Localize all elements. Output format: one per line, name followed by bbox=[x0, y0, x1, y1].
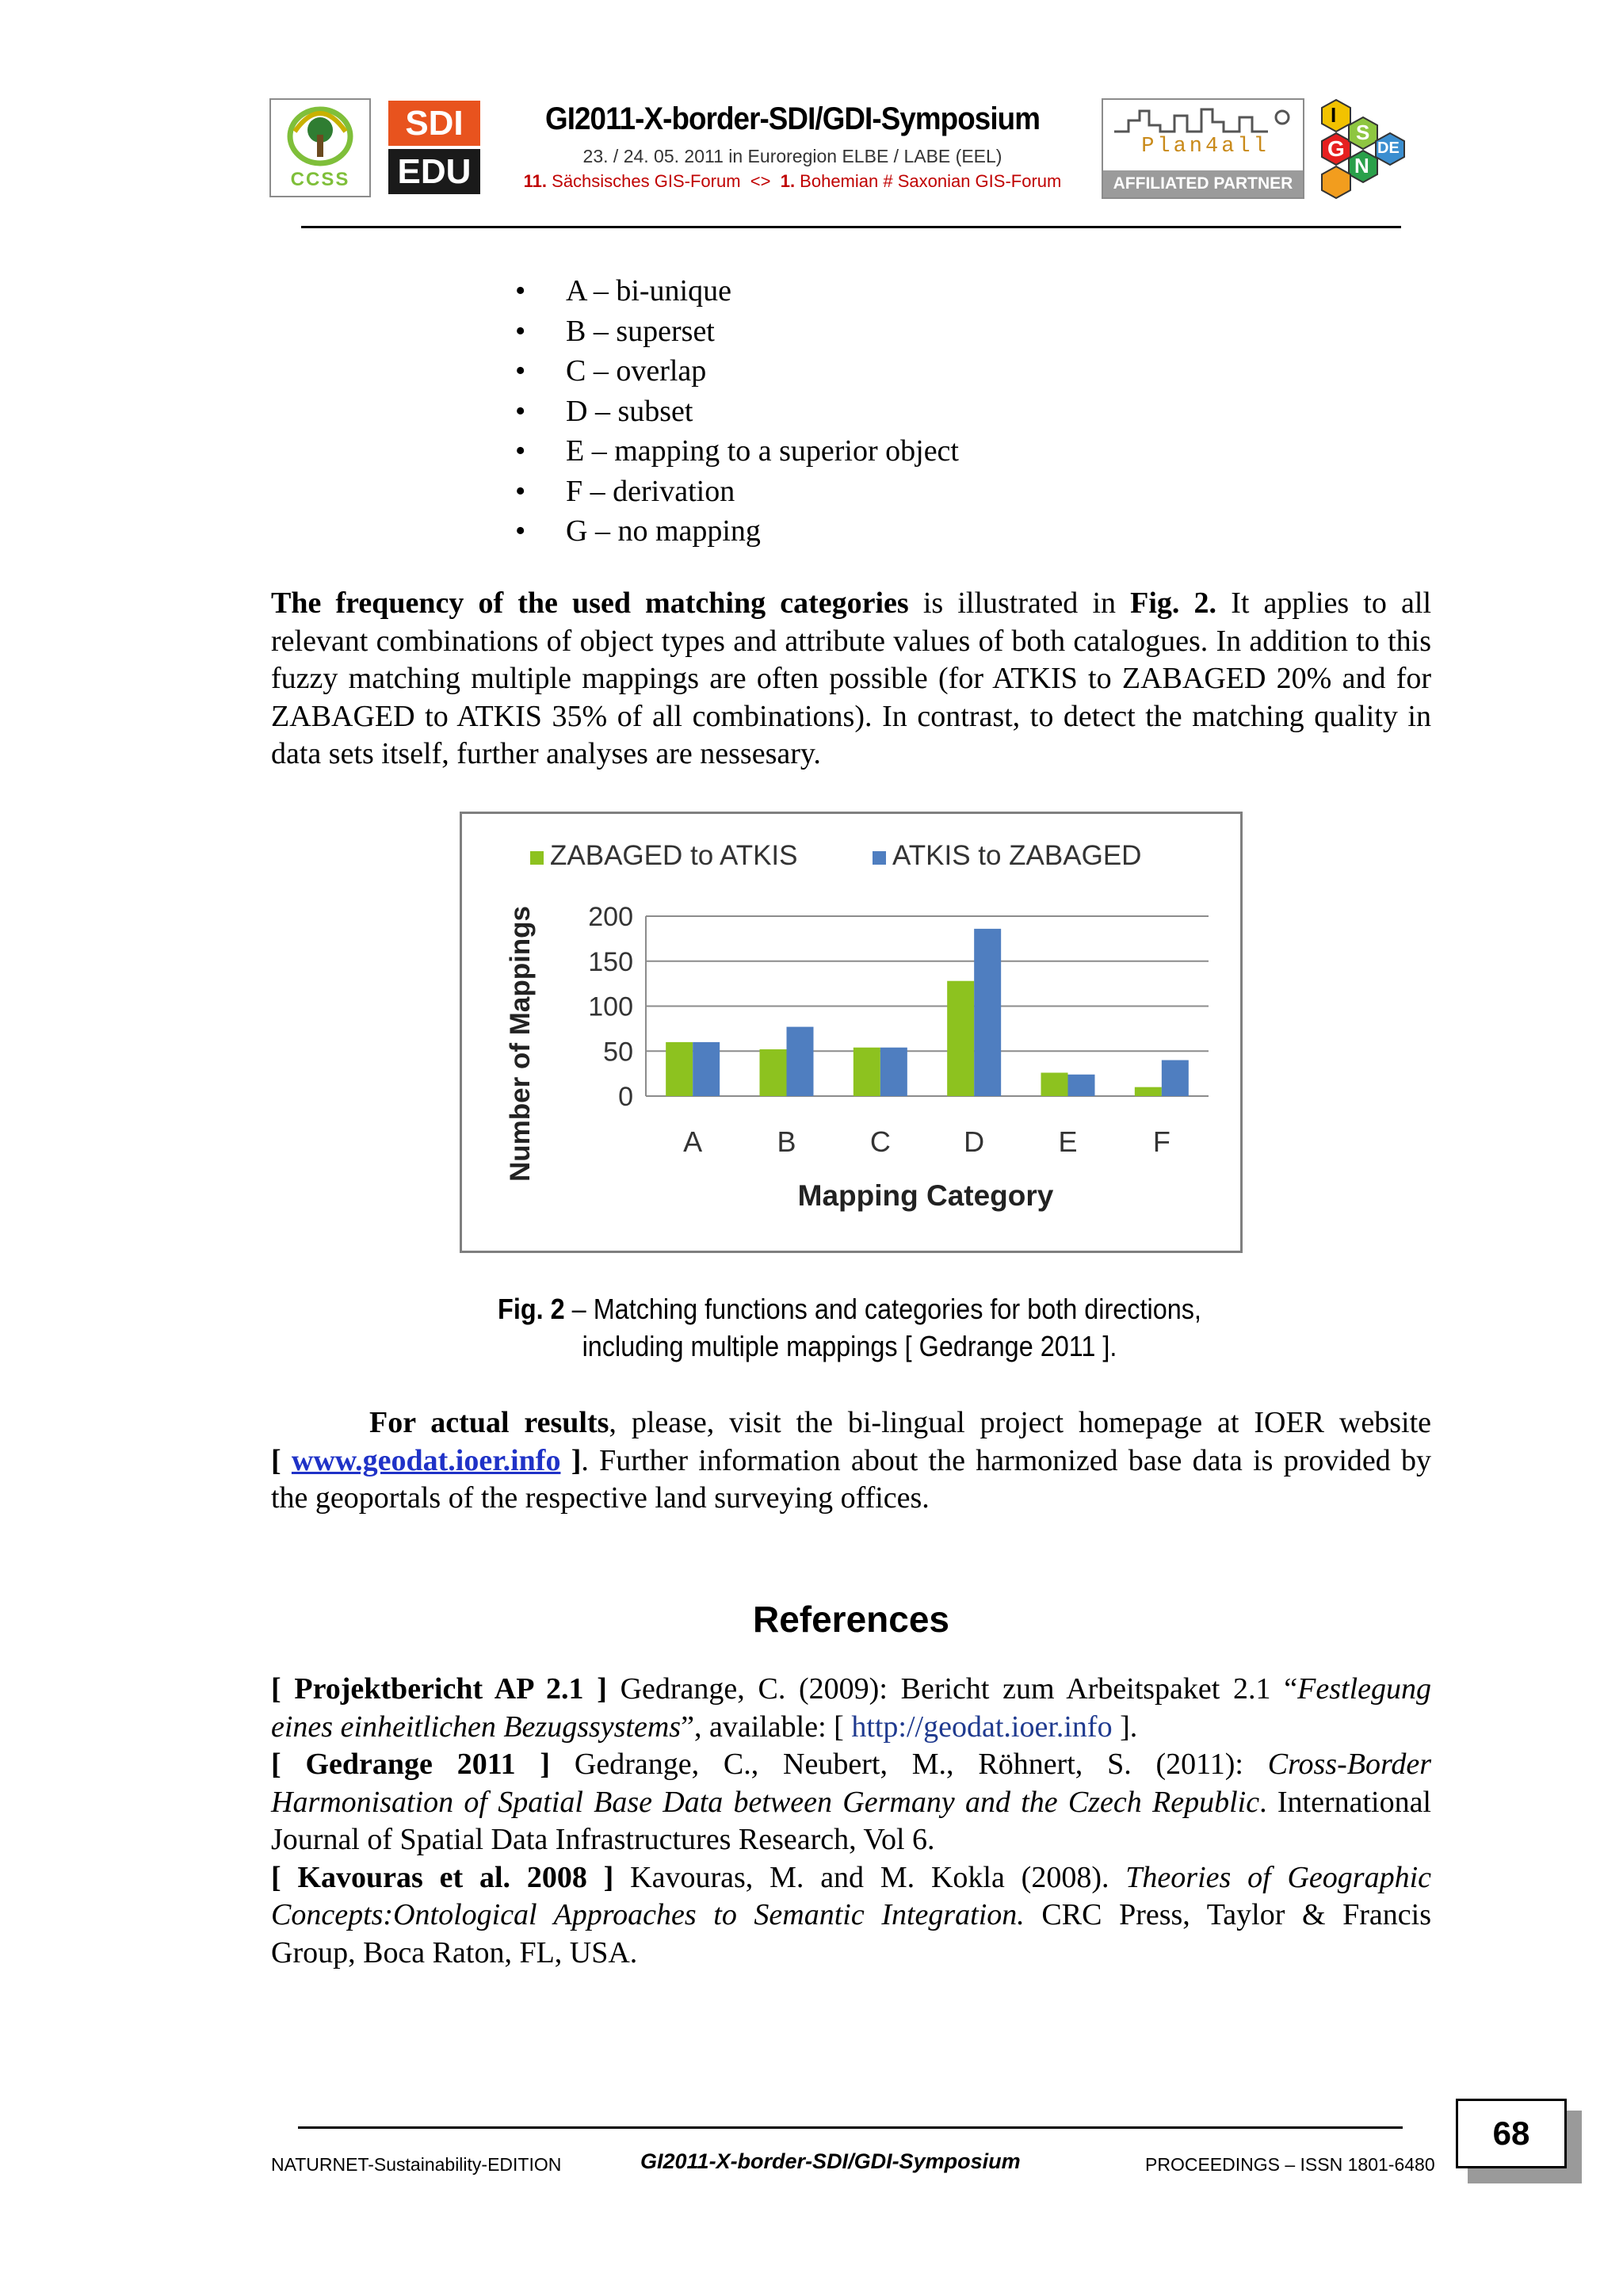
legend-label-atkis-to-zabaged: ATKIS to ZABAGED bbox=[892, 840, 1142, 871]
ignsde-letter-de: DE bbox=[1377, 139, 1400, 157]
footer-issn: PROCEEDINGS – ISSN 1801-6480 bbox=[1145, 2154, 1435, 2175]
affiliated-partner-label: AFFILIATED PARTNER bbox=[1103, 170, 1303, 197]
caption-line-1 bbox=[384, 1290, 1315, 1328]
link-bracket-close: ] bbox=[560, 1443, 582, 1477]
header-divider bbox=[301, 226, 1401, 228]
x-tick-label: D bbox=[964, 1125, 985, 1158]
forum-part-2: Bohemian # Saxonian GIS-Forum bbox=[795, 171, 1062, 191]
tree-icon bbox=[271, 100, 369, 171]
bar-b-series-1 bbox=[760, 1049, 787, 1096]
symposium-title: GI2011-X-border-SDI/GDI-Symposium bbox=[544, 101, 1041, 136]
ignsde-letter-g: G bbox=[1327, 136, 1345, 161]
plan4all-logo bbox=[1102, 98, 1304, 199]
ignsde-letter-i: I bbox=[1331, 103, 1337, 127]
bar-a-series-2 bbox=[693, 1042, 720, 1096]
reference-text: ”, available: [ bbox=[681, 1710, 852, 1744]
symposium-date: 23. / 24. 05. 2011 in Euroregion ELBE / LABE (EEL) bbox=[582, 146, 1002, 166]
geodat-link[interactable]: www.geodat.ioer.info bbox=[291, 1443, 561, 1477]
reference-title: Festlegung eines einheitlichen Bezugssystems bbox=[271, 1672, 1431, 1744]
ignsde-letter-s: S bbox=[1356, 120, 1370, 144]
list-item: • A – bi-unique bbox=[509, 271, 1222, 311]
y-tick-label: 150 bbox=[588, 946, 633, 977]
frequency-text-1: is illustrated in bbox=[908, 586, 1131, 620]
reference-link[interactable]: http://geodat.ioer.info bbox=[851, 1710, 1113, 1744]
list-item: • E – mapping to a superior object bbox=[509, 431, 1222, 472]
ignsde-letter-n: N bbox=[1354, 154, 1369, 178]
chart-gridlines bbox=[646, 916, 1209, 1096]
bar-c-series-1 bbox=[854, 1048, 880, 1096]
reference-text: Gedrange, C., Neubert, M., Röhnert, S. (2011): bbox=[550, 1748, 1268, 1781]
x-tick-label: C bbox=[869, 1125, 891, 1158]
legend-swatch-atkis-to-zabaged bbox=[873, 851, 886, 865]
sdi-edu-logo bbox=[388, 101, 480, 194]
reference-item bbox=[271, 1746, 1431, 1859]
bar-c-series-2 bbox=[880, 1048, 907, 1096]
ccss-logo bbox=[269, 98, 371, 197]
chart-canvas bbox=[462, 814, 1240, 1251]
results-text-2: . Further information about the harmonized base data is provided by the geoportals of the respective land surveying offices. bbox=[271, 1443, 1432, 1515]
references-heading: References bbox=[752, 1599, 950, 1640]
y-tick-label: 0 bbox=[618, 1082, 633, 1112]
legend-label-zabaged-to-atkis: ZABAGED to ATKIS bbox=[550, 840, 798, 871]
list-item: • C – overlap bbox=[509, 351, 1222, 392]
results-paragraph bbox=[271, 1404, 1431, 1518]
chart-bars bbox=[666, 929, 1189, 1096]
bar-a-series-1 bbox=[666, 1042, 693, 1096]
caption-text-2: including multiple mappings [ Gedrange 2011 ]. bbox=[582, 1330, 1117, 1362]
bar-e-series-2 bbox=[1068, 1075, 1095, 1096]
sdi-logo-bottom: EDU bbox=[388, 149, 480, 194]
reference-text: ]. bbox=[1112, 1710, 1138, 1744]
reference-key: [ Kavouras et al. 2008 ] bbox=[271, 1860, 614, 1894]
y-axis-ticks bbox=[588, 902, 633, 1112]
figure-caption bbox=[384, 1290, 1315, 1365]
ignsde-logo bbox=[1314, 98, 1417, 201]
reference-text: CRC Press, Taylor & Francis Group, Boca Raton, FL, USA. bbox=[271, 1898, 1431, 1969]
ccss-logo-text: CCSS bbox=[290, 169, 350, 190]
plan4all-name: Plan4all bbox=[1141, 135, 1270, 159]
reference-title: Cross-Border Harmonisation of Spatial Base Data between Germany and the Czech Republic bbox=[271, 1748, 1431, 1819]
fig-2-reference: Fig. 2. bbox=[1130, 586, 1217, 620]
list-item: • G – no mapping bbox=[509, 511, 1222, 552]
legend-swatch-zabaged-to-atkis bbox=[530, 851, 544, 865]
frequency-paragraph bbox=[271, 585, 1431, 774]
chart-legend bbox=[530, 840, 1141, 871]
skyline-icon bbox=[1113, 105, 1296, 136]
reference-key: [ Projektbericht AP 2.1 ] bbox=[271, 1672, 607, 1706]
bar-f-series-1 bbox=[1135, 1087, 1162, 1096]
matching-category-list bbox=[509, 271, 1222, 552]
x-tick-label: F bbox=[1152, 1125, 1170, 1158]
y-tick-label: 100 bbox=[588, 991, 633, 1022]
sdi-logo-top: SDI bbox=[388, 101, 480, 146]
forum-number-1: 11. bbox=[523, 171, 548, 191]
reference-key: [ Gedrange 2011 ] bbox=[271, 1748, 551, 1781]
page-number: 68 bbox=[1456, 2099, 1567, 2168]
y-axis-label: Number of Mappings bbox=[505, 905, 536, 1182]
caption-text-1: – Matching functions and categories for both directions, bbox=[564, 1293, 1201, 1325]
footer-edition: NATURNET-Sustainability-EDITION bbox=[271, 2154, 562, 2175]
x-tick-label: A bbox=[683, 1125, 703, 1158]
x-tick-label: B bbox=[777, 1125, 796, 1158]
footer-divider bbox=[298, 2126, 1403, 2129]
bar-b-series-2 bbox=[787, 1027, 814, 1096]
link-bracket-open: [ bbox=[271, 1443, 292, 1477]
bar-f-series-2 bbox=[1162, 1060, 1189, 1096]
reference-item bbox=[271, 1859, 1431, 1973]
bar-d-series-1 bbox=[947, 981, 974, 1096]
symposium-forum bbox=[515, 171, 1070, 192]
results-text-1: , please, visit the bi-lingual project homepage at IOER website bbox=[609, 1406, 1431, 1439]
list-item: • F – derivation bbox=[509, 472, 1222, 512]
results-lead: For actual results bbox=[369, 1406, 609, 1439]
y-tick-label: 50 bbox=[603, 1037, 633, 1068]
x-axis-ticks bbox=[683, 1125, 1170, 1158]
forum-number-2: 1. bbox=[780, 171, 796, 191]
reference-text: Gedrange, C. (2009): Bericht zum Arbeitspaket 2.1 “ bbox=[606, 1672, 1298, 1706]
forum-part-1: Sächsisches GIS-Forum <> bbox=[547, 171, 781, 191]
caption-label: Fig. 2 bbox=[498, 1293, 565, 1325]
frequency-lead: The frequency of the used matching categories bbox=[271, 586, 909, 620]
reference-text: Kavouras, M. and M. Kokla (2008). bbox=[613, 1860, 1126, 1894]
frequency-text-2: It applies to all relevant combinations of object types and attribute values of both catalogues. In addition to this fuzzy matching multiple mappings are often possible (for ATKIS to ZABAGED 20% and for ZABAGED to ATKIS 35% of all combinations). In contrast, to detect the matching quality in data sets itself, further analyses are nessesary. bbox=[271, 586, 1432, 770]
list-item: • B – superset bbox=[509, 311, 1222, 352]
mapping-chart bbox=[460, 812, 1243, 1253]
reference-text: . International Journal of Spatial Data Infrastructures Research, Vol 6. bbox=[271, 1785, 1431, 1856]
reference-title: Theories of Geographic Concepts:Ontological Approaches to Semantic Integration. bbox=[271, 1860, 1432, 1931]
reference-item bbox=[271, 1671, 1431, 1746]
list-item: • D – subset bbox=[509, 392, 1222, 432]
y-tick-label: 200 bbox=[588, 902, 633, 932]
bar-e-series-1 bbox=[1041, 1072, 1068, 1096]
references-list bbox=[271, 1671, 1431, 1972]
bar-d-series-2 bbox=[974, 929, 1001, 1096]
footer-symposium: GI2011-X-border-SDI/GDI-Symposium bbox=[640, 2149, 1021, 2173]
x-tick-label: E bbox=[1058, 1125, 1078, 1158]
x-axis-label: Mapping Category bbox=[797, 1179, 1054, 1212]
